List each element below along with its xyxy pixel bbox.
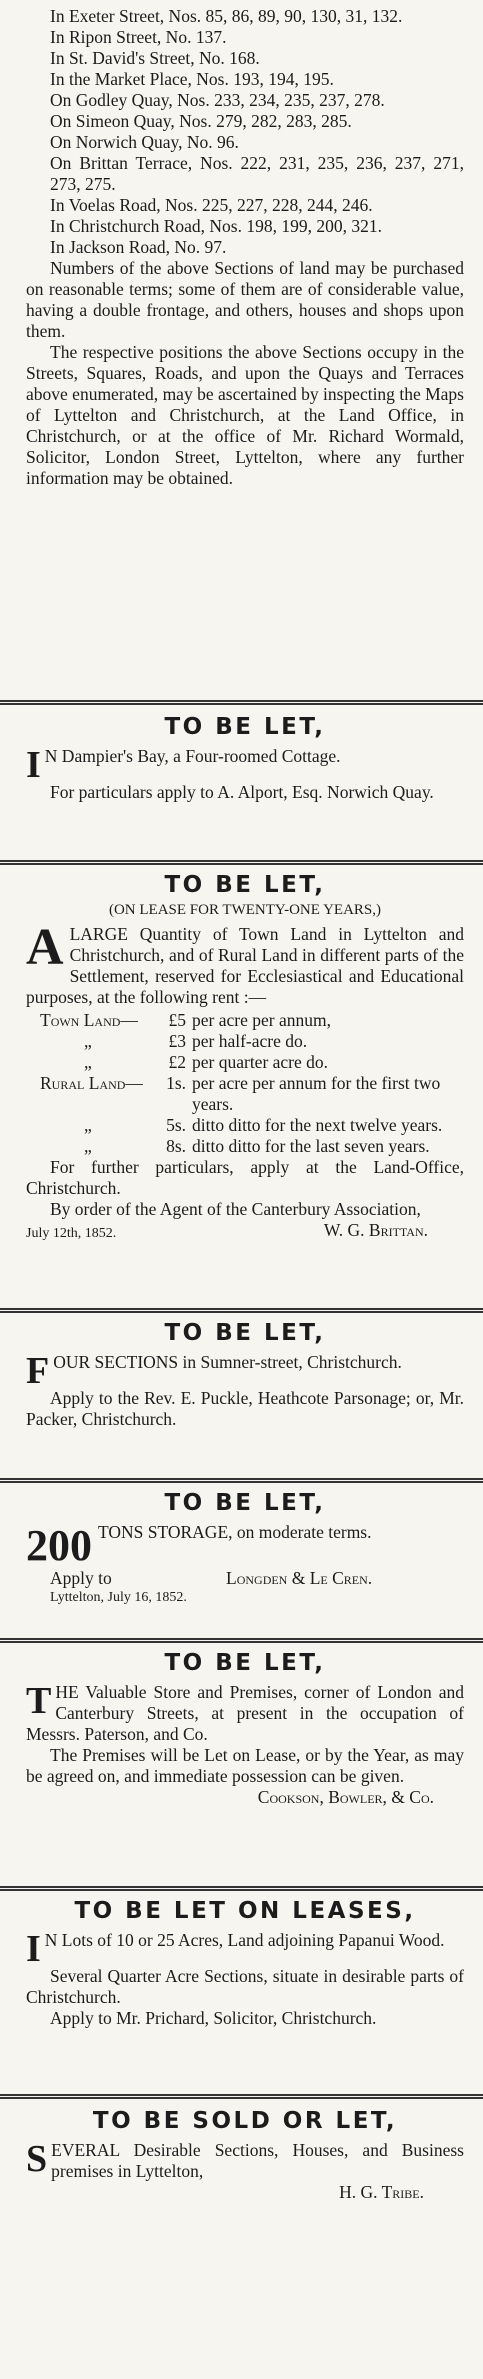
drop-initial: A	[26, 919, 64, 976]
ad-subheading: (ON LEASE FOR TWENTY-ONE YEARS,)	[108, 902, 382, 918]
ad-storage	[26, 1488, 464, 1606]
section-line: On Brittan Terrace, Nos. 222, 231, 235, 236, 237, 271, 273, 275.	[50, 153, 464, 194]
drop-initial: S	[26, 2138, 48, 2180]
rent-row: Town Land— £5 per acre per annum,	[40, 1010, 331, 1030]
ad-body: TONS STORAGE, on moderate terms.	[98, 1522, 372, 1542]
ad-body: LARGE Quantity of Town Land in Lyttelton and Christchurch, and of Rural Land in different parts of the Settlement, reserved for Ecclesiastical and Educational purposes, at the following rent :—	[26, 924, 464, 1007]
ad-body: EVERAL Desirable Sections, Houses, and Business premises in Lyttelton,	[51, 2140, 464, 2181]
ad-town-land	[26, 870, 464, 1244]
section-line: In Christchurch Road, Nos. 198, 199, 200, 321.	[50, 216, 382, 236]
rent-row: „ £2 per quarter acre do.	[84, 1052, 329, 1072]
section-line: In St. David's Street, No. 168.	[50, 48, 260, 68]
drop-initial: I	[26, 1928, 41, 1970]
rent-row: „ £3 per half-acre do.	[84, 1031, 308, 1051]
divider	[0, 2094, 483, 2099]
ad-apply: Apply to the Rev. E. Puckle, Heathcote Parsonage; or, Mr. Packer, Christchurch.	[26, 1388, 464, 1429]
drop-initial: I	[26, 744, 41, 786]
ad-date: Lyttelton, July 16, 1852.	[50, 1590, 187, 1605]
ad-heading: TO BE LET,	[164, 1320, 326, 1346]
section-line: In Ripon Street, No. 137.	[50, 27, 227, 47]
section-line: In Exeter Street, Nos. 85, 86, 89, 90, 130, 31, 132.	[50, 6, 403, 26]
ad-heading: TO BE LET,	[164, 1650, 326, 1676]
rent-row: Rural Land— 1s. per acre per annum for the first two years.	[40, 1073, 441, 1114]
section-line: In Jackson Road, No. 97.	[50, 237, 227, 257]
section-line: In the Market Place, Nos. 193, 194, 195.	[50, 69, 334, 89]
ad-order: By order of the Agent of the Canterbury Association,	[50, 1199, 421, 1219]
ad-papanui	[26, 1896, 464, 2029]
drop-initial: T	[26, 1680, 52, 1722]
ad-signature: H. G. Tribe.	[339, 2182, 424, 2202]
ad-sumner-street	[26, 1318, 464, 1430]
ad-body: HE Valuable Store and Premises, corner of London and Canterbury Streets, at present in the occupation of Messrs. Paterson, and Co.	[26, 1682, 464, 1744]
section-line: On Norwich Quay, No. 96.	[50, 132, 239, 152]
rent-table	[26, 1010, 464, 1157]
ad-heading: TO BE LET,	[164, 714, 326, 740]
ad-body: OUR SECTIONS in Sumner-street, Christchurch.	[53, 1352, 402, 1372]
divider	[0, 1638, 483, 1643]
divider	[0, 1478, 483, 1483]
ad-cottage	[26, 712, 464, 803]
ad-heading: TO BE LET,	[164, 1490, 326, 1516]
ad-heading: TO BE SOLD OR LET,	[92, 2108, 398, 2134]
rent-row: „ 8s. ditto ditto for the last seven years.	[84, 1136, 430, 1156]
ad-apply: Apply to	[50, 1568, 112, 1588]
rent-row: „ 5s. ditto ditto for the next twelve years.	[84, 1115, 443, 1135]
ad-lease: The Premises will be Let on Lease, or by the Year, as may be agreed on, and immediate possession can be given.	[26, 1745, 464, 1786]
divider	[0, 1308, 483, 1313]
drop-initial: F	[26, 1350, 50, 1392]
divider	[0, 700, 483, 705]
ad-heading: TO BE LET,	[164, 872, 326, 898]
ad-body: N Dampier's Bay, a Four-roomed Cottage.	[44, 746, 341, 766]
section-line: On Simeon Quay, Nos. 279, 282, 283, 285.	[50, 111, 352, 131]
section-line: In Voelas Road, Nos. 225, 227, 228, 244, 246.	[50, 195, 373, 215]
divider	[0, 860, 483, 865]
drop-initial: 200	[26, 1521, 92, 1570]
section-line: On Godley Quay, Nos. 233, 234, 235, 237, 278.	[50, 90, 385, 110]
ad-date: July 12th, 1852.	[26, 1226, 117, 1241]
ad-apply: Apply to Mr. Prichard, Solicitor, Christchurch.	[50, 2008, 377, 2028]
ad-quarter: Several Quarter Acre Sections, situate in desirable parts of Christchurch.	[26, 1966, 464, 2007]
ad-heading: TO BE LET ON LEASES,	[74, 1898, 416, 1924]
sections-list	[26, 6, 464, 489]
ad-further: For further particulars, apply at the Land-Office, Christchurch.	[26, 1157, 464, 1198]
ad-signature: Longden & Le Cren.	[226, 1568, 373, 1588]
divider	[0, 1886, 483, 1891]
ad-store-premises	[26, 1648, 464, 1808]
ad-apply: For particulars apply to A. Alport, Esq. Norwich Quay.	[50, 782, 434, 802]
ad-sold-or-let	[26, 2106, 464, 2203]
ad-signature: W. G. Brittan.	[323, 1220, 428, 1240]
positions-paragraph: The respective positions the above Sections occupy in the Streets, Squares, Roads, and upon the Quays and Terraces above enumerated, may be ascertained by inspecting the Maps of Lyttelton and Christchurch, at the Land Office, in Christchurch, or at the office of Mr. Richard Wormald, Solicitor, London Street, Lyttelton, where any further information may be obtained.	[26, 342, 464, 488]
numbers-paragraph: Numbers of the above Sections of land may be purchased on reasonable terms; some of them are of considerable value, having a double frontage, and others, houses and shops upon them.	[26, 258, 464, 341]
ad-signature: Cookson, Bowler, & Co.	[257, 1787, 434, 1807]
ad-body: N Lots of 10 or 25 Acres, Land adjoining Papanui Wood.	[44, 1930, 445, 1950]
